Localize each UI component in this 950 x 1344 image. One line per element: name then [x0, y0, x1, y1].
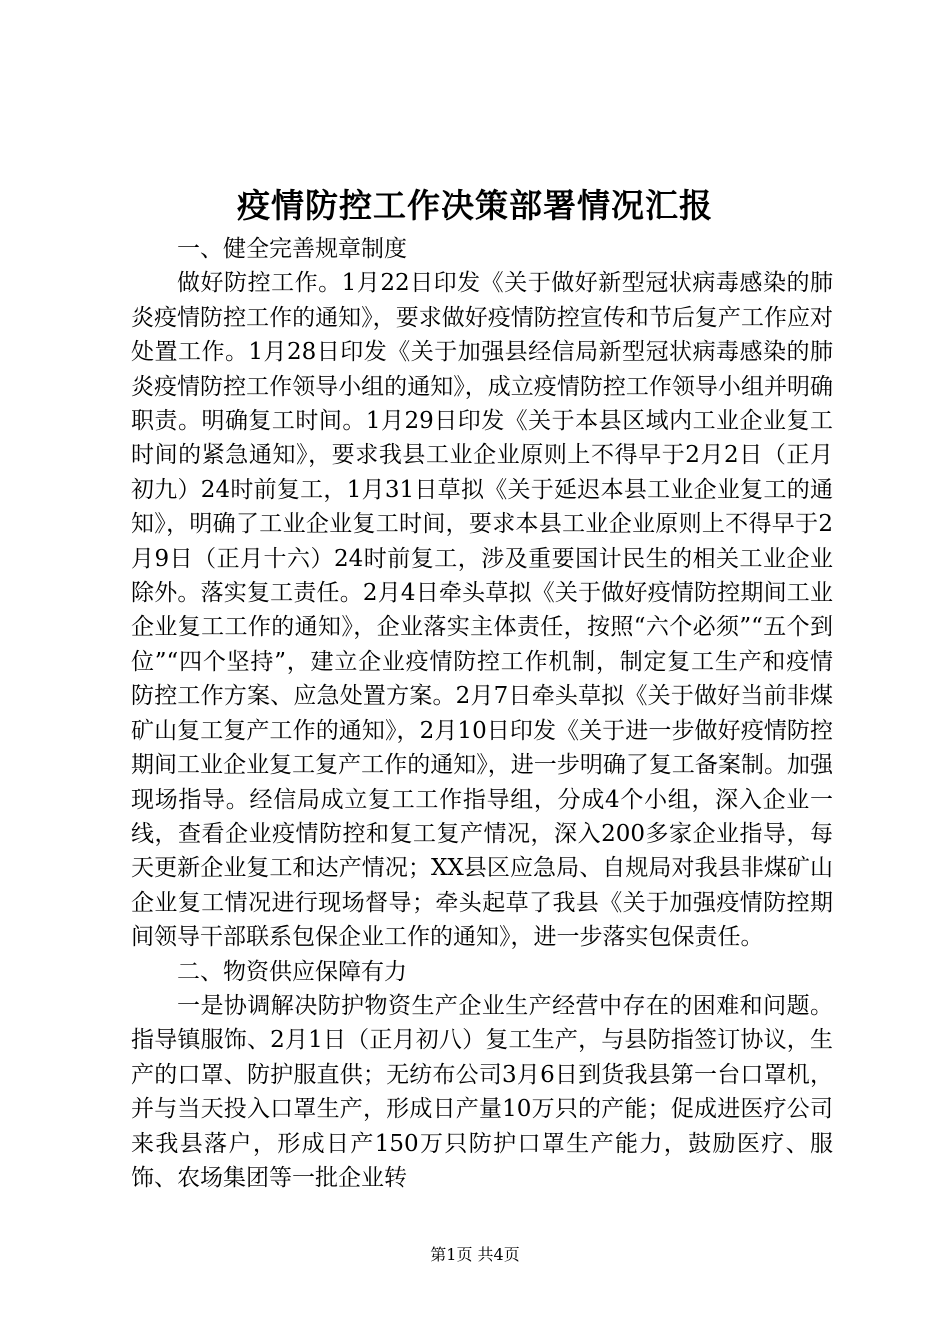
section-heading-2: 二、物资供应保障有力 — [177, 958, 407, 985]
body-paragraph-2: 一是协调解决防护物资生产企业生产经营中存在的困难和问题。指导镇服饰、2月1日（正月初八）复工生产，与县防指签订协议，生产的口罩、防护服直供；无纺布公司3月6日到货我县第一台口罩机，并与当天投入口罩生产，形成日产量10万只的产能；促成进医疗公司来我县落户，形成日产150万只防护口罩生产能力，鼓励医疗、服饰、农场集团等一批企业转 — [131, 992, 833, 1191]
document-title: 疫情防控工作决策部署情况汇报 — [237, 186, 713, 225]
section-heading-1: 一、健全完善规章制度 — [177, 236, 407, 262]
body-paragraph-1: 做好防控工作。1月22日印发《关于做好新型冠状病毒感染的肺炎疫情防控工作的通知》，要求做好疫情防控宣传和节后复产工作应对处置工作。1月28日印发《关于加强县经信局新型冠状病毒感染的肺炎疫情防控工作领导小组的通知》，成立疫情防控工作领导小组并明确职责。明确复工时间。1月29日印发《关于本县区域内工业企业复工时间的紧急通知》，要求我县工业企业原则上不得早于2月2日（正月初九）24时前复工，1月31日草拟《关于延迟本县工业企业复工的通知》，明确了工业企业复工时间，要求本县工业企业原则上不得早于2月9日（正月十六）24时前复工，涉及重要国计民生的相关工业企业除外。落实复工责任。2月4日牵头草拟《关于做好疫情防控期间工业企业复工工作的通知》，企业落实主体责任，按照“六个必须”“五个到位”“四个坚持”，建立企业疫情防控工作机制，制定复工生产和疫情防控工作方案、应急处置方案。2月7日牵头草拟《关于做好当前非煤矿山复工复产工作的通知》，2月10日印发《关于进一步做好疫情防控期间工业企业复工复产工作的通知》，进一步明确了复工备案制。加强现场指导。经信局成立复工工作指导组，分成4个小组，深入企业一线，查看企业疫情防控和复工复产情况，深入200多家企业指导，每天更新企业复工和达产情况；XX县区应急局、自规局对我县非煤矿山企业复工情况进行现场督导；牵头起草了我县《关于加强疫情防控期间领导干部联系包保企业工作的通知》，进一步落实包保责任。 — [131, 270, 833, 951]
document-body — [131, 232, 833, 1195]
page-footer: 第1页 共4页 — [430, 1245, 520, 1264]
